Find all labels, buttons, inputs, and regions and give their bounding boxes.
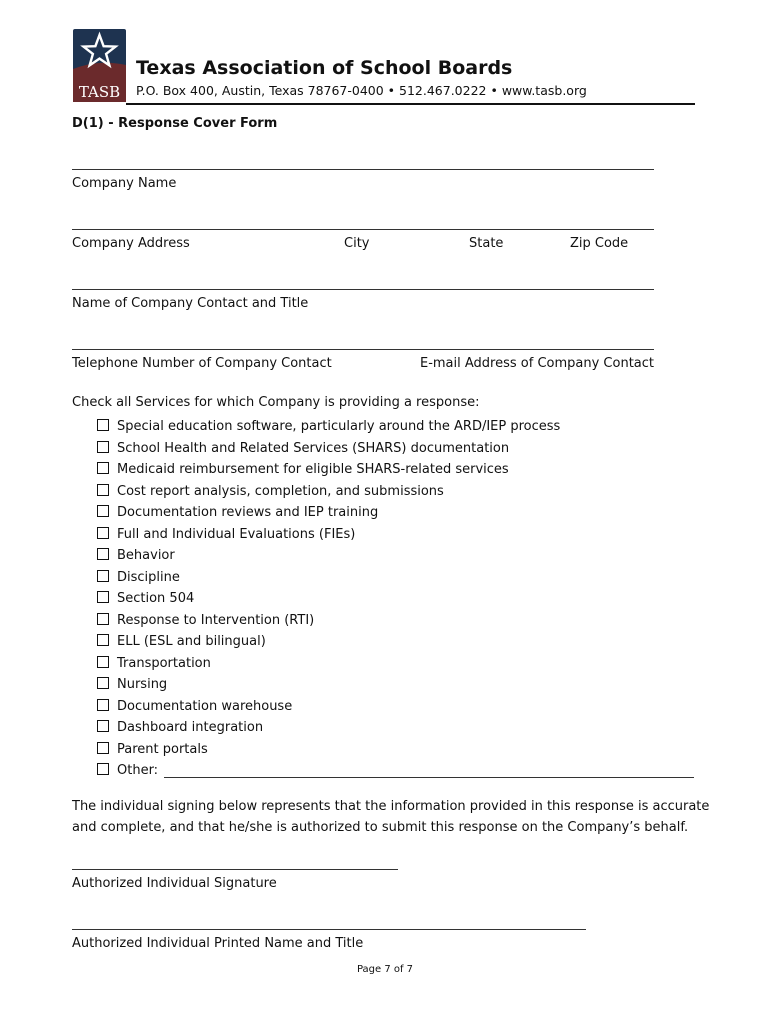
telephone-label: Telephone Number of Company Contact xyxy=(72,356,332,371)
contact-name-label: Name of Company Contact and Title xyxy=(72,296,309,311)
service-item xyxy=(97,459,694,481)
other-input-line[interactable] xyxy=(164,763,694,778)
service-item xyxy=(97,610,694,632)
service-label: Medicaid reimbursement for eligible SHARS-related services xyxy=(117,462,509,478)
service-label: Special education software, particularly around the ARD/IEP process xyxy=(117,419,561,435)
service-item xyxy=(97,674,694,696)
service-label: Documentation warehouse xyxy=(117,698,293,714)
header-divider xyxy=(126,103,695,105)
service-label: Nursing xyxy=(117,677,168,693)
state-label: State xyxy=(469,236,504,251)
checkbox[interactable] xyxy=(97,677,109,689)
email-label: E-mail Address of Company Contact xyxy=(419,356,654,371)
checkbox[interactable] xyxy=(97,656,109,668)
service-label: Discipline xyxy=(117,569,180,585)
company-address-line[interactable] xyxy=(72,229,654,230)
service-label: Transportation xyxy=(117,655,211,671)
service-item xyxy=(97,631,694,653)
checkbox[interactable] xyxy=(97,742,109,754)
checkbox[interactable] xyxy=(97,613,109,625)
service-label: School Health and Related Services (SHARS) documentation xyxy=(117,440,510,456)
service-item xyxy=(97,739,694,761)
service-item xyxy=(97,416,694,438)
service-item xyxy=(97,524,694,546)
service-label: Response to Intervention (RTI) xyxy=(117,612,315,628)
page-number: Page 7 of 7 xyxy=(356,964,414,975)
checkbox[interactable] xyxy=(97,570,109,582)
contact-name-line[interactable] xyxy=(72,289,654,290)
authorization-statement: The individual signing below represents that the information provided in this response is accurate and complete, and that he/she is authorized to submit this response on the Company’s behalf. xyxy=(72,799,710,835)
services-heading: Check all Services for which Company is providing a response: xyxy=(72,395,480,410)
service-label: Cost report analysis, completion, and submissions xyxy=(117,483,444,499)
company-name-line[interactable] xyxy=(72,169,654,170)
checkbox[interactable] xyxy=(97,591,109,603)
printed-name-label: Authorized Individual Printed Name and Title xyxy=(72,936,364,951)
service-item xyxy=(97,438,694,460)
checkbox[interactable] xyxy=(97,527,109,539)
checkbox[interactable] xyxy=(97,548,109,560)
service-label: Full and Individual Evaluations (FIEs) xyxy=(117,526,356,542)
checkbox[interactable] xyxy=(97,419,109,431)
printed-name-line[interactable] xyxy=(72,929,586,930)
service-label: Behavior xyxy=(117,548,175,564)
service-label: Dashboard integration xyxy=(117,720,264,736)
service-item xyxy=(97,653,694,675)
checkbox[interactable] xyxy=(97,441,109,453)
signature-line[interactable] xyxy=(72,869,398,870)
service-label: Section 504 xyxy=(117,591,195,607)
checkbox[interactable] xyxy=(97,763,109,775)
service-item xyxy=(97,567,694,589)
checkbox[interactable] xyxy=(97,720,109,732)
service-item xyxy=(97,717,694,739)
service-label: Documentation reviews and IEP training xyxy=(117,505,379,521)
checkbox[interactable] xyxy=(97,505,109,517)
service-item xyxy=(97,696,694,718)
service-item xyxy=(97,502,694,524)
svg-text:TASB: TASB xyxy=(78,83,121,101)
service-item xyxy=(97,481,694,503)
services-checklist xyxy=(97,416,694,782)
service-item xyxy=(97,545,694,567)
org-name: Texas Association of School Boards xyxy=(136,57,513,79)
contact-phone-email-line[interactable] xyxy=(72,349,654,350)
service-label: ELL (ESL and bilingual) xyxy=(117,634,266,650)
service-item-other xyxy=(97,760,694,782)
org-address: P.O. Box 400, Austin, Texas 78767-0400 • 512.467.0222 • www.tasb.org xyxy=(136,83,587,98)
zip-label: Zip Code xyxy=(570,236,629,251)
checkbox[interactable] xyxy=(97,634,109,646)
checkbox[interactable] xyxy=(97,484,109,496)
checkbox[interactable] xyxy=(97,462,109,474)
checkbox[interactable] xyxy=(97,699,109,711)
tasb-logo xyxy=(73,29,126,102)
company-name-label: Company Name xyxy=(72,176,177,191)
service-label: Parent portals xyxy=(117,741,208,757)
form-title: D(1) - Response Cover Form xyxy=(72,116,278,131)
company-address-label: Company Address xyxy=(72,236,190,251)
service-item xyxy=(97,588,694,610)
other-label: Other: xyxy=(117,763,159,779)
signature-label: Authorized Individual Signature xyxy=(72,876,277,891)
city-label: City xyxy=(344,236,370,251)
